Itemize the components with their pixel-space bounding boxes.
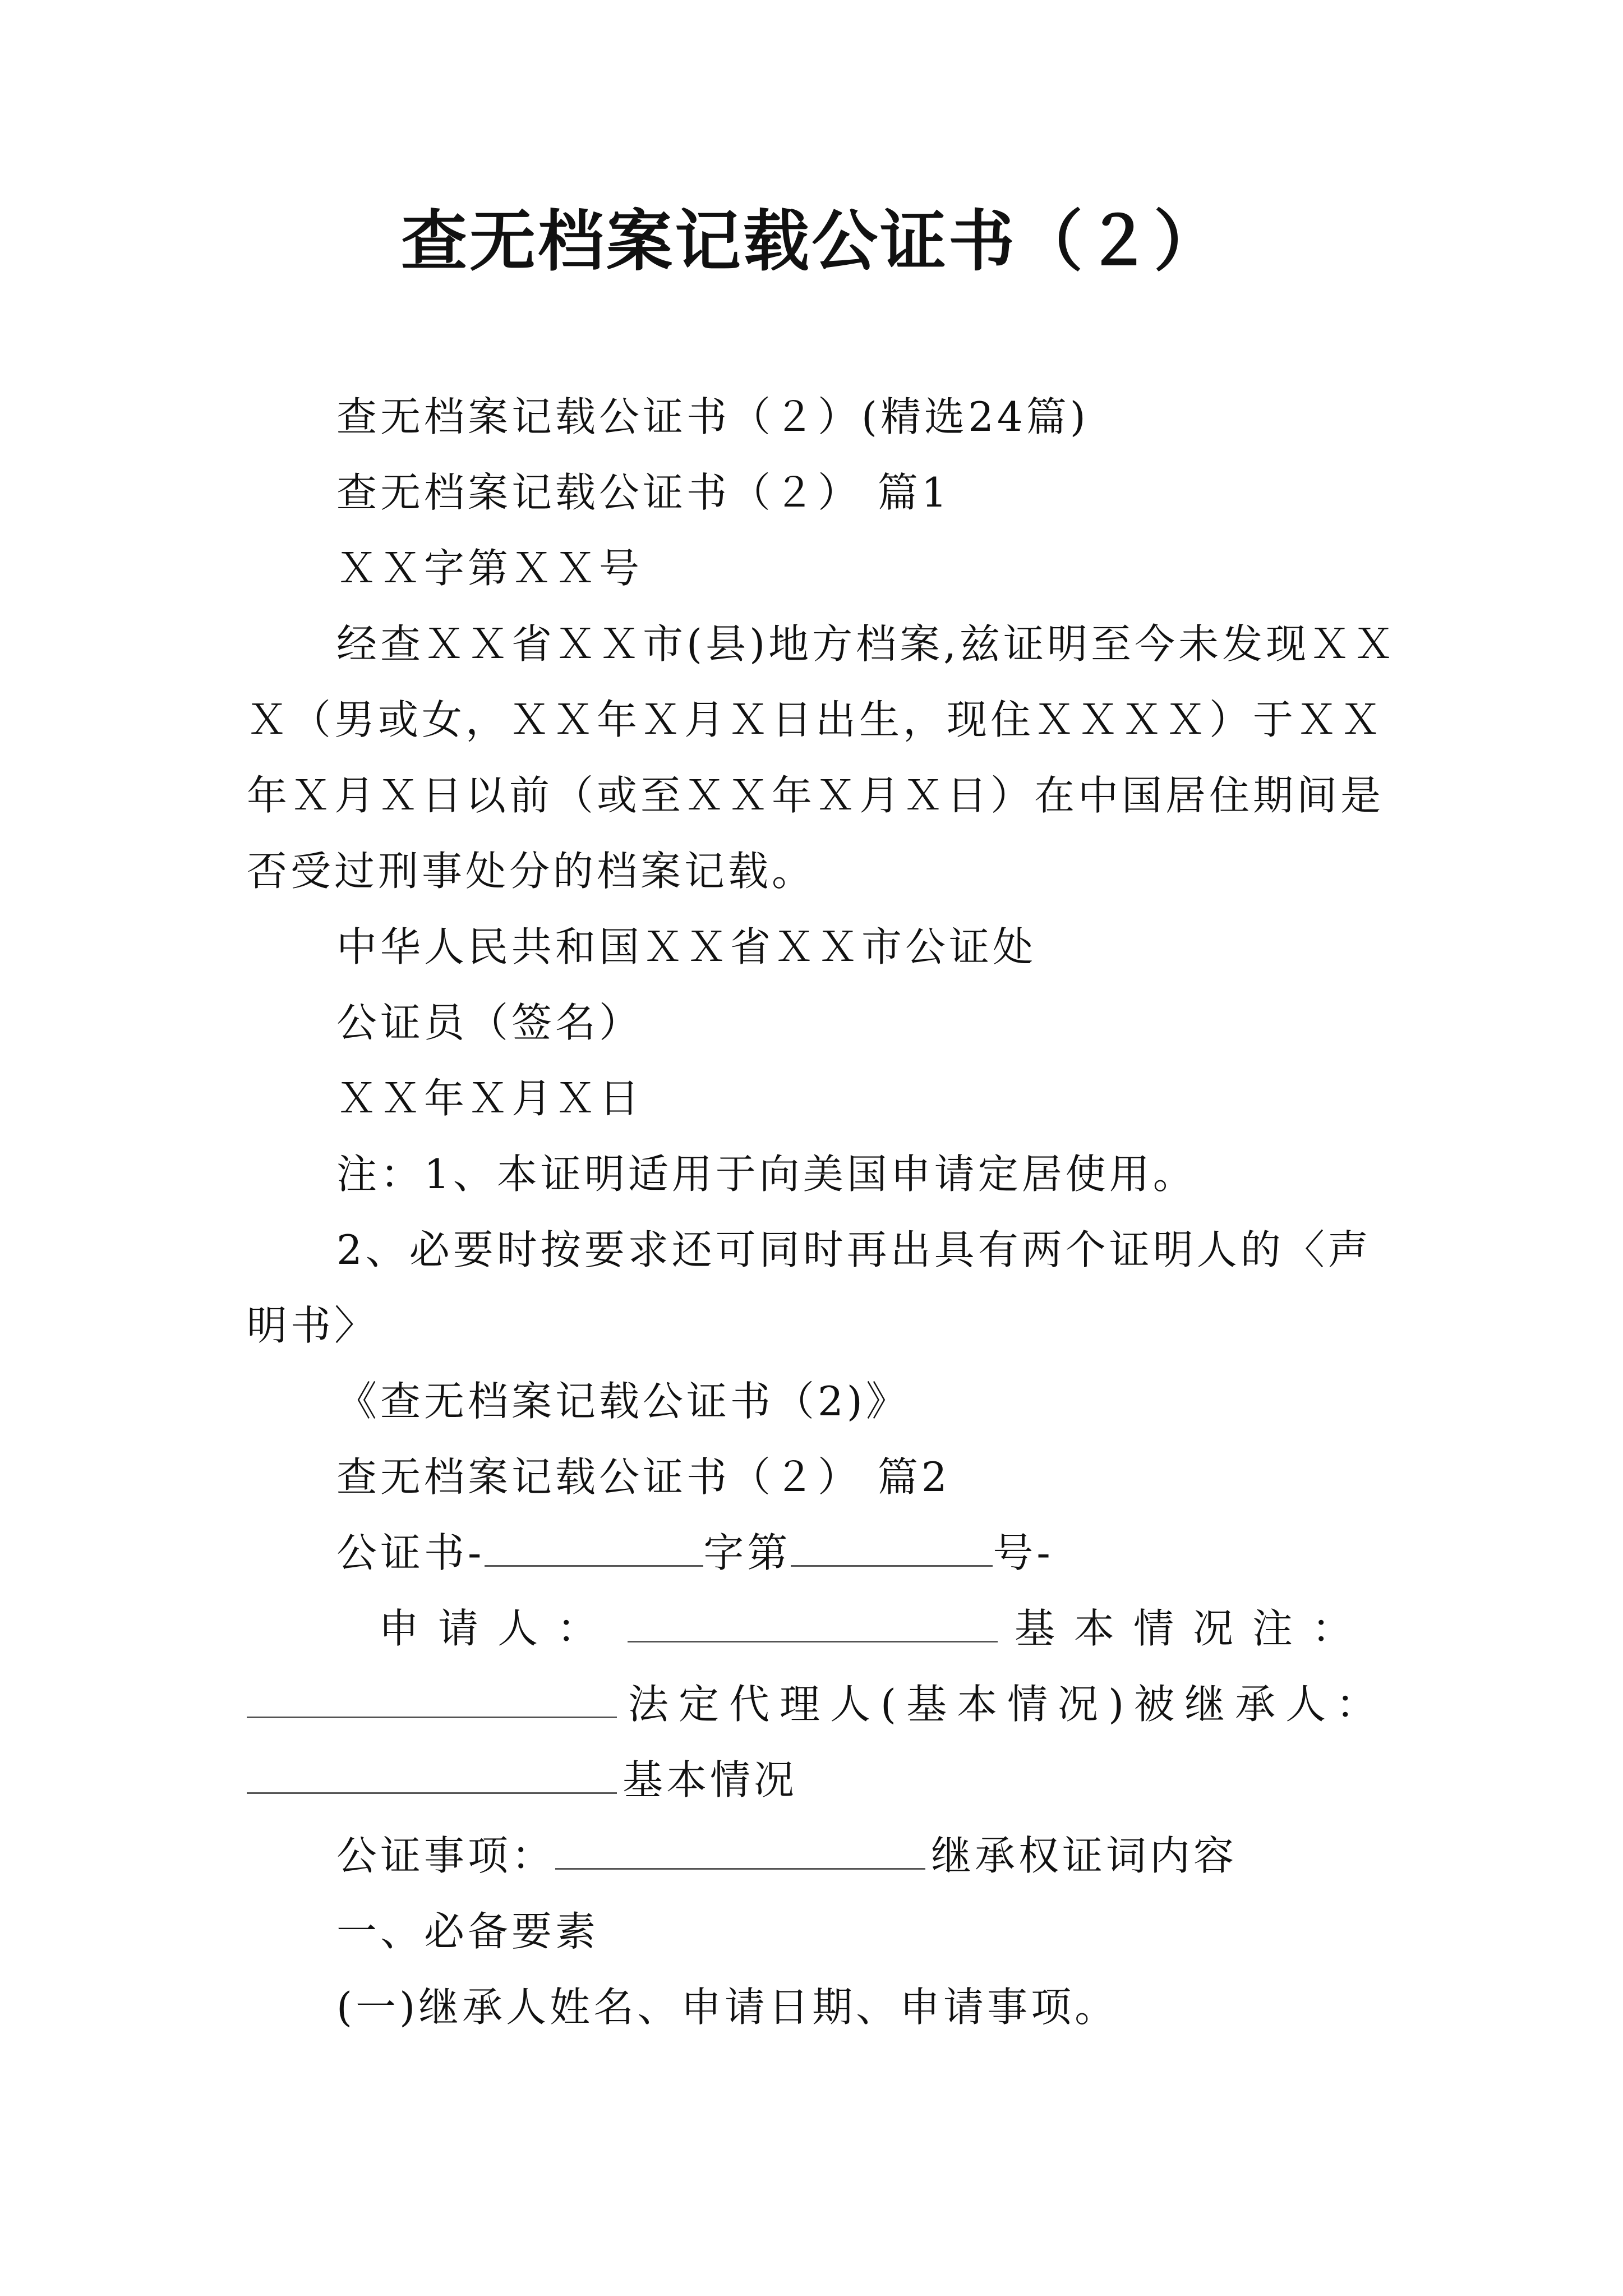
note-line: 2、必要时按要求还可同时再出具有两个证明人的〈声 [336, 1226, 1372, 1273]
blank-field [555, 1829, 925, 1870]
body-line: 否受过刑事处分的档案记载。 [247, 848, 816, 895]
document-title: 查无档案记载公证书（２） [400, 202, 1222, 280]
applicant-line [379, 1602, 1371, 1655]
document-number: ＸＸ字第ＸＸ号 [336, 545, 643, 592]
body-line: (一)继承人姓名、申请日期、申请事项。 [336, 1984, 1119, 2031]
notarial-matter-label: 公证事项： [336, 1832, 556, 1879]
legal-representative-line [247, 1677, 1386, 1731]
issue-date: ＸＸ年Ｘ月Ｘ日 [336, 1075, 643, 1122]
section-heading-2: 查无档案记载公证书（２） 篇2 [336, 1453, 951, 1501]
issuing-office: 中华人民共和国ＸＸ省ＸＸ市公证处 [336, 923, 1037, 970]
certificate-char-label: 字第 [703, 1529, 791, 1576]
note-line: 注：1、本证明适用于向美国申请定居使用。 [336, 1151, 1197, 1198]
body-line: 年Ｘ月Ｘ日以前（或至ＸＸ年Ｘ月Ｘ日）在中国居住期间是 [247, 772, 1385, 819]
legal-representative-label: 法定代理人(基本情况)被继承人： [628, 1681, 1387, 1728]
certificate-number-suffix: 号- [993, 1529, 1054, 1576]
basic-info-line [247, 1753, 797, 1807]
subtitle-line: 查无档案记载公证书（２）(精选24篇) [336, 393, 1089, 440]
applicant-label: 申请人： [379, 1605, 617, 1652]
blank-field [791, 1526, 993, 1567]
notary-signature: 公证员（签名） [336, 999, 643, 1046]
inheritance-content-label: 继承权证词内容 [931, 1832, 1238, 1879]
body-line: Ｘ（男或女，ＸＸ年Ｘ月Ｘ日出生，现住ＸＸＸＸ）于ＸＸ [247, 696, 1385, 743]
certificate-number-line [336, 1526, 1054, 1580]
basic-info-note-label: 基本情况注： [1015, 1605, 1372, 1652]
blank-field [485, 1526, 703, 1567]
notarial-matter-line [336, 1829, 1237, 1883]
blank-field [247, 1677, 617, 1718]
certificate-prefix: 公证书- [336, 1529, 485, 1576]
blank-field [247, 1753, 617, 1794]
section-heading-1: 查无档案记载公证书（２） 篇1 [336, 469, 951, 516]
body-line: 经查ＸＸ省ＸＸ市(县)地方档案,兹证明至今未发现ＸＸ [336, 620, 1398, 668]
basic-info-label: 基本情况 [623, 1756, 798, 1803]
note-line: 明书〉 [247, 1302, 379, 1349]
blank-field [628, 1602, 998, 1642]
section-heading-elements: 一、必备要素 [336, 1908, 600, 1955]
quoted-title: 《查无档案记载公证书（2)》 [336, 1378, 910, 1425]
